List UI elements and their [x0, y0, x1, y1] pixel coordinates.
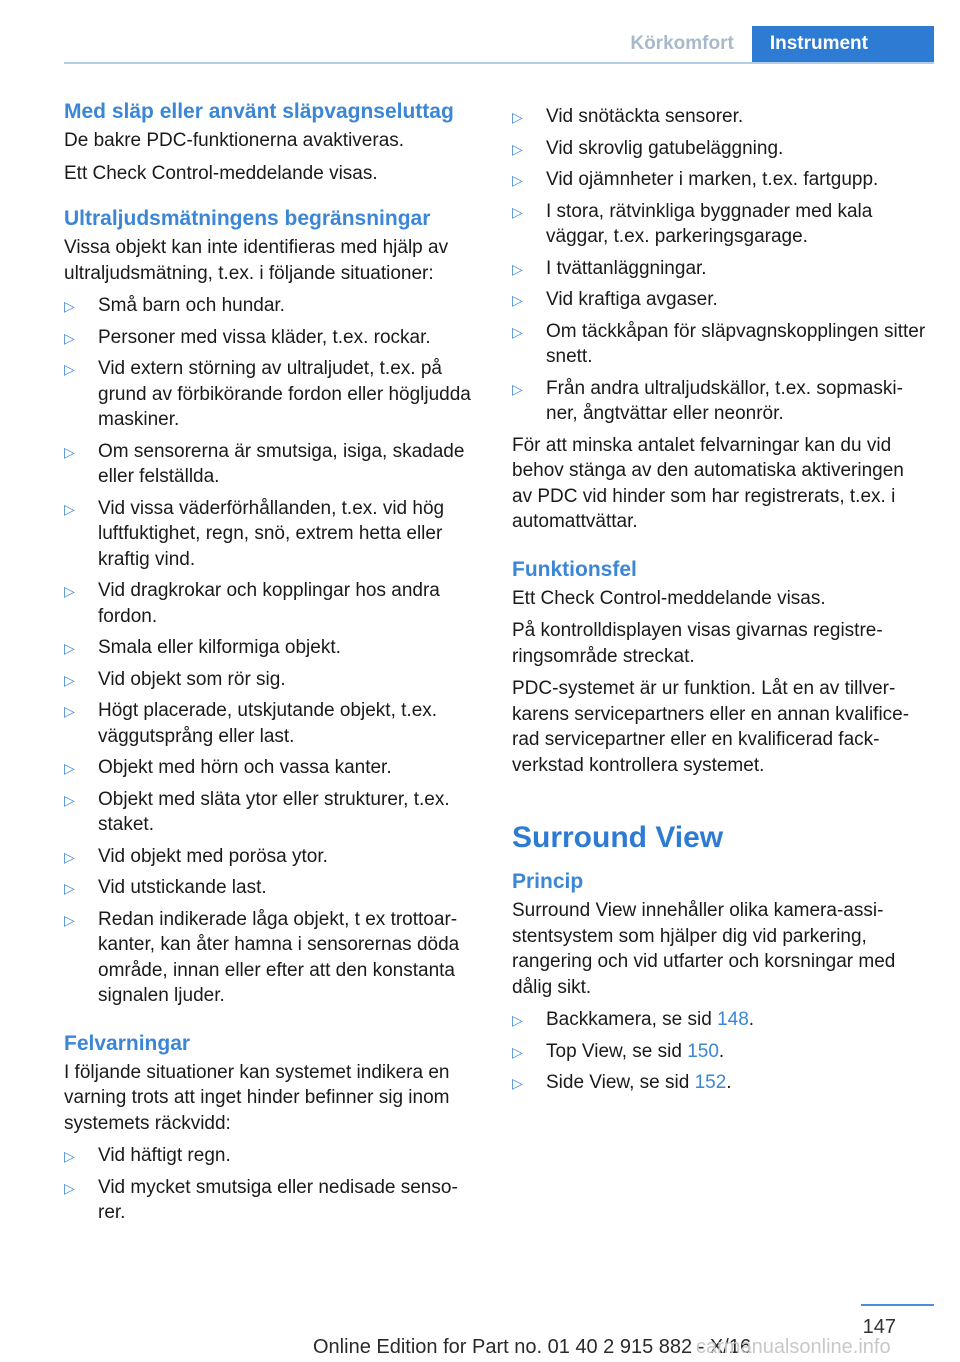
bullet-triangle-icon: ▷: [64, 1148, 75, 1164]
list-item: ▷ Vid skrovlig gatubeläggning.: [512, 136, 928, 162]
bullet-triangle-icon: ▷: [64, 671, 75, 688]
paragraph-false-warnings: I följande situationer kan systemet indikera en varning trots att inget hinder befinner sig inom systemets räckvidd:: [64, 1061, 450, 1134]
limitations-list: [64, 293, 478, 1009]
bullet-triangle-icon: ▷: [512, 140, 523, 157]
list-item: ▷ Vid vissa väderförhållanden, t.ex. vid hög luftfuktighet, regn, snö, extrem hetta eller kraftig vind.: [64, 497, 445, 570]
page-number-rule: [861, 1304, 934, 1306]
footer-watermark: carmanualsonline.info: [696, 1336, 891, 1358]
list-item: ▷ Redan indikerade låga objekt, t ex trottoarkanter, kan åter hamna i sensorernas döda område, innan eller efter att den konstanta signalen ljuder.: [64, 908, 460, 1006]
bullet-triangle-icon: ▷: [512, 1043, 523, 1060]
list-item: ▷ Vid objekt som rör sig.: [64, 667, 478, 693]
list-item: ▷ Side View, se sid 152.: [512, 1070, 928, 1096]
bullet-triangle-icon: ▷: [64, 911, 75, 928]
list-item: ▷ Vid kraftiga avgaser.: [512, 287, 928, 313]
bullet-triangle-icon: ▷: [64, 791, 75, 808]
paragraph-fault-1: Ett Check Control-meddelande visas.: [512, 587, 826, 609]
heading-false-warnings: Felvarningar: [64, 1031, 191, 1055]
tab-korkomfort[interactable]: Körkomfort: [630, 33, 734, 54]
bullet-triangle-icon: ▷: [512, 292, 523, 308]
bullet-triangle-icon: ▷: [64, 361, 75, 377]
left-column: [64, 100, 478, 1226]
right-column: [512, 100, 928, 1096]
list-item: ▷ Smala eller kilformiga objekt.: [64, 635, 478, 661]
list-item: ▷ Om täckkåpan för släpvagnskopplingen sitter snett.: [512, 320, 926, 367]
header-tabs: [630, 26, 934, 62]
page-number: 147: [862, 1316, 896, 1338]
list-item: ▷ Backkamera, se sid 148.: [512, 1007, 928, 1033]
bullet-triangle-icon: ▷: [64, 703, 75, 719]
list-item: ▷ Vid extern störning av ultraljudet, t.ex. på grund av förbikörande fordon eller högljudda maskiner.: [64, 358, 471, 430]
list-item: ▷ Högt placerade, utskjutande objekt, t.ex. väggutsprång eller last.: [64, 700, 438, 747]
heading-trailer: Med släp eller använt släpvagnseluttag: [64, 100, 454, 123]
page-link-148[interactable]: 148: [717, 1009, 749, 1030]
list-item: ▷ Vid objekt med porösa ytor.: [64, 844, 478, 870]
page-link-150[interactable]: 150: [687, 1040, 719, 1062]
list-item: ▷ Vid mycket smutsiga eller nedisade sensorer.: [64, 1176, 458, 1223]
list-item: ▷ Från andra ultraljudskällor, t.ex. sopmaskiner, ångtvättar eller neonrör.: [512, 377, 903, 424]
bullet-triangle-icon: ▷: [64, 880, 75, 896]
bullet-triangle-icon: ▷: [512, 203, 523, 220]
list-item: ▷ Om sensorerna är smutsiga, isiga, skadade eller felställda.: [64, 440, 465, 487]
heading-surround-view: Surround View: [512, 821, 724, 854]
footer-edition: Online Edition for Part no. 01 40 2 915 882 - X/16: [313, 1336, 752, 1358]
paragraph-reduce-warnings: För att minska antalet felvarningar kan du vid behov stänga av den automatiska aktiveringen av PDC vid hinder som har registrerats, t.ex. i automattvättar.: [512, 434, 904, 532]
bullet-triangle-icon: ▷: [64, 848, 75, 865]
paragraph-limitations: Vissa objekt kan inte identifieras med hjälp av ultraljudsmätning, t.ex. i följande situationer:: [64, 237, 449, 284]
paragraph-fault-2: På kontrolldisplayen visas givarnas registreringsområde streckat.: [512, 620, 883, 667]
paragraph-fault-3: PDC-systemet är ur funktion. Låt en av tillverkarens servicepartners eller en annan kvalificerad servicepartner eller en kvalificerad fackverkstad kontrollera systemet.: [512, 678, 910, 776]
list-item: ▷ Vid dragkrokar och kopplingar hos andra fordon.: [64, 580, 440, 627]
bullet-triangle-icon: ▷: [64, 329, 75, 346]
bullet-triangle-icon: ▷: [512, 1075, 523, 1091]
paragraph-trailer-1: De bakre PDC-funktionerna avaktiveras.: [64, 130, 405, 151]
camera-systems-list: [512, 1007, 928, 1096]
list-item: ▷ Top View, se sid 150.: [512, 1039, 928, 1065]
bullet-triangle-icon: ▷: [512, 323, 523, 340]
bullet-triangle-icon: ▷: [64, 443, 75, 460]
bullet-triangle-icon: ▷: [64, 298, 75, 314]
list-item: ▷ Objekt med hörn och vassa kanter.: [64, 755, 478, 781]
bullet-triangle-icon: ▷: [512, 109, 523, 125]
tab-instrument[interactable]: Instrument: [752, 26, 934, 62]
bullet-triangle-icon: ▷: [64, 640, 75, 656]
bullet-triangle-icon: ▷: [512, 1012, 523, 1028]
bullet-triangle-icon: ▷: [512, 380, 523, 397]
list-item: ▷ Vid ojämnheter i marken, t.ex. fartgupp.: [512, 167, 928, 193]
list-item: ▷ Vid snötäckta sensorer.: [512, 104, 928, 130]
list-item: ▷ Objekt med släta ytor eller strukturer, t.ex. staket.: [64, 788, 450, 835]
heading-malfunction: Funktionsfel: [512, 557, 637, 581]
bullet-triangle-icon: ▷: [512, 260, 523, 277]
bullet-triangle-icon: ▷: [64, 583, 75, 599]
bullet-triangle-icon: ▷: [64, 1179, 75, 1196]
heading-limitations: Ultraljudsmätningens begränsningar: [64, 207, 431, 230]
bullet-triangle-icon: ▷: [512, 172, 523, 188]
list-item: ▷ Vid utstickande last.: [64, 875, 478, 901]
list-item: ▷ I stora, rätvinkliga byggnader med kala väggar, t.ex. parkeringsgarage.: [512, 200, 873, 247]
bullet-triangle-icon: ▷: [64, 500, 75, 517]
list-item: ▷ Personer med vissa kläder, t.ex. rockar.: [64, 325, 478, 351]
false-warnings-list: [64, 1143, 478, 1226]
heading-principle: Princip: [512, 870, 584, 893]
paragraph-principle: Surround View innehåller olika kamera-assistentsystem som hjälper dig vid parkering, rangering och vid utfarter och korsningar med dålig sikt.: [512, 900, 896, 998]
false-warnings-list-continued: [512, 104, 928, 427]
paragraph-trailer-2: Ett Check Control-meddelande visas.: [64, 162, 378, 184]
list-item: ▷ Små barn och hundar.: [64, 293, 478, 319]
page-link-152[interactable]: 152: [694, 1072, 727, 1093]
list-item: ▷ Vid häftigt regn.: [64, 1143, 478, 1169]
list-item: ▷ I tvättanläggningar.: [512, 256, 928, 282]
header-divider: [64, 62, 934, 64]
bullet-triangle-icon: ▷: [64, 760, 75, 776]
